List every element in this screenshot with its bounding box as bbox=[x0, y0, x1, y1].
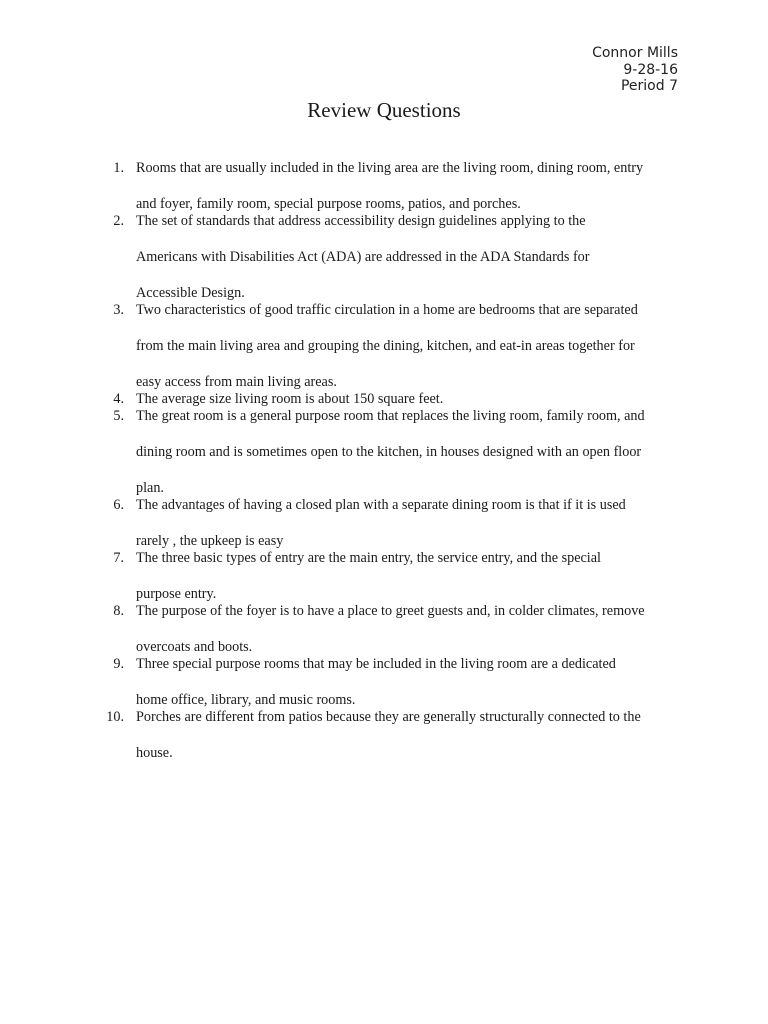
answer-text-line: The advantages of having a closed plan with a separate dining room is that if it is used bbox=[136, 497, 626, 513]
answer-text-line: The average size living room is about 150 square feet. bbox=[136, 391, 444, 407]
answer-item-8 bbox=[100, 603, 690, 656]
answer-item-1 bbox=[100, 160, 690, 213]
answer-text-line: from the main living area and grouping the dining, kitchen, and eat-in areas together for bbox=[136, 338, 635, 354]
answer-number: 1. bbox=[113, 160, 124, 176]
answer-text-line: Two characteristics of good traffic circulation in a home are bedrooms that are separated bbox=[136, 302, 638, 318]
answer-number: 10. bbox=[106, 709, 124, 725]
answer-number: 7. bbox=[113, 550, 124, 566]
answer-item-9 bbox=[100, 656, 690, 709]
answer-text-line: Accessible Design. bbox=[136, 285, 245, 301]
class-period: Period 7 bbox=[620, 78, 678, 94]
answer-text-line: Rooms that are usually included in the living area are the living room, dining room, entry bbox=[136, 160, 644, 176]
answer-number: 6. bbox=[113, 497, 124, 513]
answer-list bbox=[100, 160, 690, 762]
answer-number: 4. bbox=[113, 391, 124, 407]
answer-text-line: and foyer, family room, special purpose rooms, patios, and porches. bbox=[136, 196, 521, 212]
answer-number: 2. bbox=[113, 213, 124, 229]
answer-text-line: The three basic types of entry are the main entry, the service entry, and the special bbox=[136, 550, 601, 566]
answer-text-line: The purpose of the foyer is to have a place to greet guests and, in colder climates, remove bbox=[136, 603, 645, 619]
answer-text-line: rarely , the upkeep is easy bbox=[136, 533, 284, 549]
answer-text-line: plan. bbox=[136, 480, 164, 496]
answer-item-5 bbox=[100, 408, 690, 497]
answer-item-6 bbox=[100, 497, 690, 550]
answer-number: 3. bbox=[113, 302, 124, 318]
answer-text-line: purpose entry. bbox=[136, 586, 217, 602]
answer-text-line: The great room is a general purpose room that replaces the living room, family room, and bbox=[136, 408, 645, 424]
answer-item-2 bbox=[100, 213, 690, 302]
answer-text-line: The set of standards that address accessibility design guidelines applying to the bbox=[136, 213, 586, 229]
answer-text-line: Americans with Disabilities Act (ADA) are addressed in the ADA Standards for bbox=[136, 249, 590, 265]
answer-text-line: Three special purpose rooms that may be included in the living room are a dedicated bbox=[136, 656, 616, 672]
answer-item-10 bbox=[100, 709, 690, 762]
answer-text-line: easy access from main living areas. bbox=[136, 374, 337, 390]
answer-text-line: overcoats and boots. bbox=[136, 639, 253, 655]
answer-item-4 bbox=[100, 391, 690, 408]
answer-item-3 bbox=[100, 302, 690, 391]
answer-text-line: dining room and is sometimes open to the kitchen, in houses designed with an open floor bbox=[136, 444, 642, 460]
answer-number: 9. bbox=[113, 656, 124, 672]
assignment-date: 9-28-16 bbox=[623, 61, 678, 78]
answer-text-line: home office, library, and music rooms. bbox=[136, 692, 356, 708]
student-info-block bbox=[592, 45, 678, 95]
page-title: Review Questions bbox=[307, 98, 461, 122]
answer-text-line: Porches are different from patios because they are generally structurally connected to the bbox=[136, 709, 641, 725]
answer-item-7 bbox=[100, 550, 690, 603]
student-name: Connor Mills bbox=[592, 45, 678, 61]
answer-number: 8. bbox=[113, 603, 124, 619]
answer-number: 5. bbox=[113, 408, 124, 424]
answer-text-line: house. bbox=[136, 745, 173, 761]
